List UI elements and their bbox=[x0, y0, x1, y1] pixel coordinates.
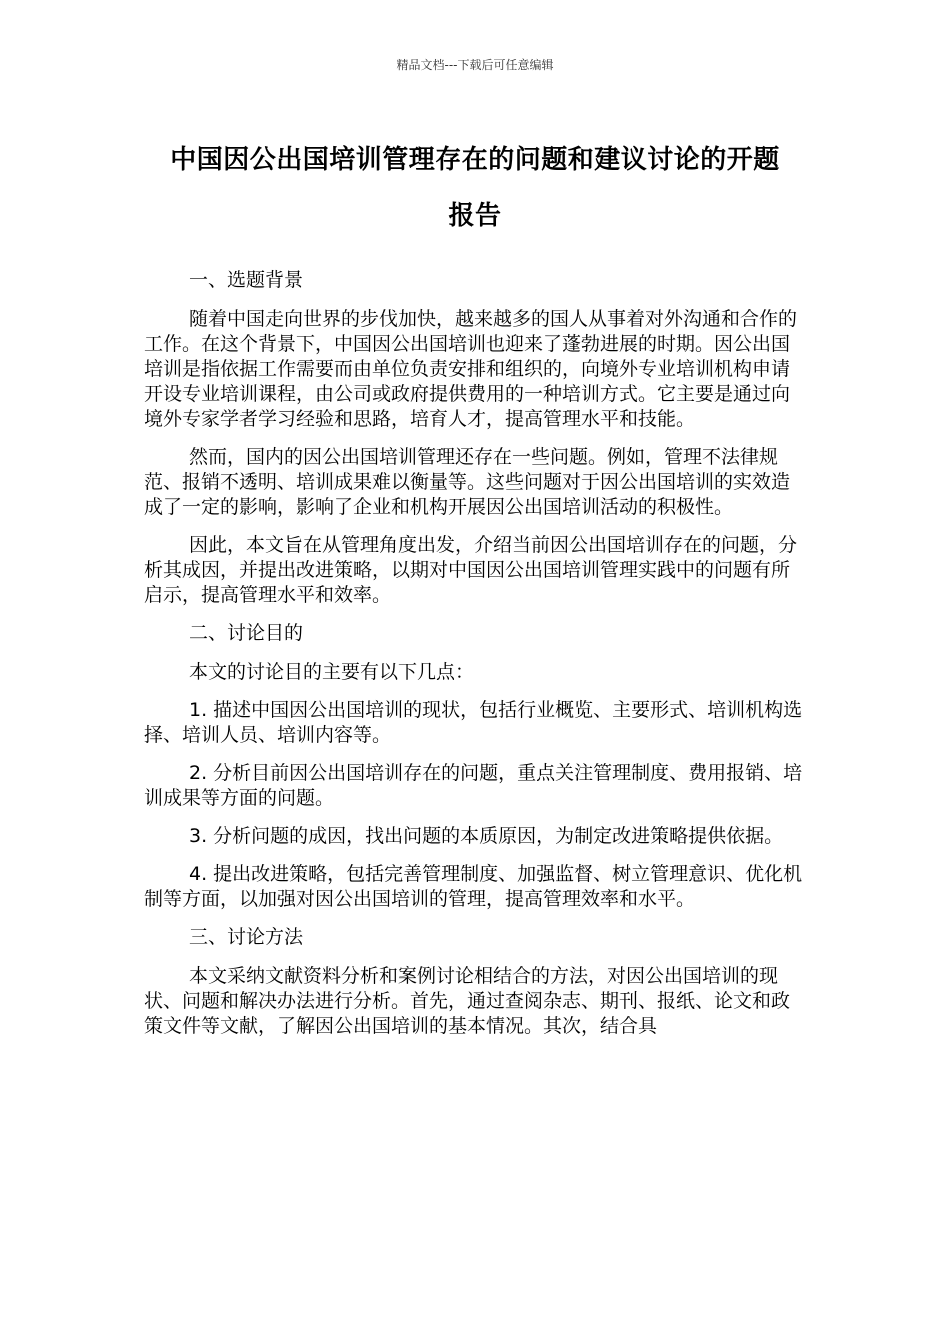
page-header: 精品文档---下载后可任意编辑 bbox=[396, 58, 554, 72]
paragraph-background-1: 随着中国走向世界的步伐加快，越来越多的国人从事着对外沟通和合作的工作。在这个背景下，中国因公出国培训也迎来了蓬勃进展的时期。因公出国培训是指依据工作需要而由单位负责安排和组织的，向境外专业培训机构申请开设专业培训课程，由公司或政府提供费用的一种培训方式。它主要是通过向境外专家学者学习经验和思路，培育人才，提高管理水平和技能。 bbox=[144, 308, 798, 430]
document-title bbox=[120, 132, 830, 244]
list-item-purpose-2: 2. 分析目前因公出国培训存在的问题，重点关注管理制度、费用报销、培训成果等方面的问题。 bbox=[144, 762, 803, 809]
paragraph-background-2: 然而，国内的因公出国培训管理还存在一些问题。例如，管理不法律规范、报销不透明、培训成果难以衡量等。这些问题对于因公出国培训的实效造成了一定的影响，影响了企业和机构开展因公出国培训活动的积极性。 bbox=[144, 446, 791, 518]
list-item-purpose-1: 1. 描述中国因公出国培训的现状，包括行业概览、主要形式、培训机构选择、培训人员、培训内容等。 bbox=[144, 699, 803, 746]
list-item-purpose-3: 3. 分析问题的成因，找出问题的本质原因，为制定改进策略提供依据。 bbox=[189, 825, 784, 847]
document-title-line-2: 报告 bbox=[448, 201, 502, 231]
section-heading-background: 一、选题背景 bbox=[189, 269, 304, 291]
paragraph-background-3: 因此，本文旨在从管理角度出发，介绍当前因公出国培训存在的问题，分析其成因，并提出改进策略，以期对中国因公出国培训管理实践中的问题有所启示，提高管理水平和效率。 bbox=[144, 534, 798, 606]
section-heading-method: 三、讨论方法 bbox=[189, 926, 304, 948]
paragraph-purpose-intro: 本文的讨论目的主要有以下几点： bbox=[189, 661, 475, 683]
list-item-purpose-4: 4. 提出改进策略，包括完善管理制度、加强监督、树立管理意识、优化机制等方面，以加强对因公出国培训的管理，提高管理效率和水平。 bbox=[144, 863, 803, 910]
paragraph-method-1: 本文采纳文献资料分析和案例讨论相结合的方法，对因公出国培训的现状、问题和解决办法进行分析。首先，通过查阅杂志、期刊、报纸、论文和政策文件等文献，了解因公出国培训的基本情况。其次，结合具 bbox=[144, 965, 791, 1037]
document-body bbox=[144, 268, 806, 1052]
document-title-line-1: 中国因公出国培训管理存在的问题和建议讨论的开题 bbox=[170, 145, 780, 175]
section-heading-purpose: 二、讨论目的 bbox=[189, 622, 304, 644]
